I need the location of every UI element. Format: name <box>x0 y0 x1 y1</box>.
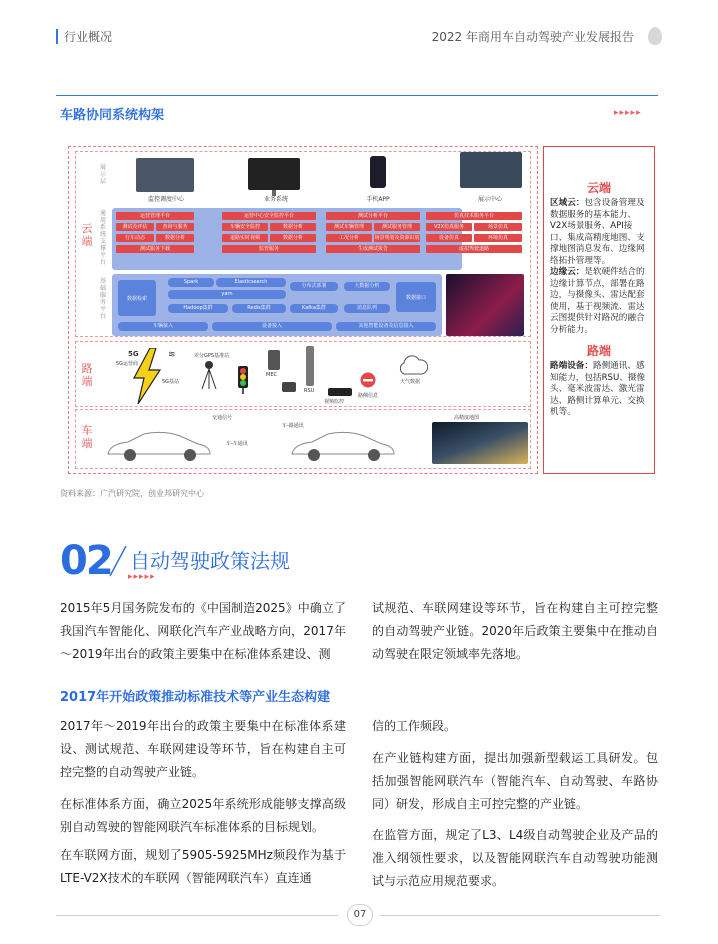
no-entry-icon <box>360 372 376 388</box>
panel-region-cloud-label: 区域云： <box>550 198 585 208</box>
road-zone-label: 路端 <box>81 362 93 388</box>
intro-right: 试规范、车联网建设等环节，旨在构建自主可控完整的自动驾驶产业链。2020年后政策主要集中在推动自动驾驶在限定领域率先落地。 <box>372 601 658 661</box>
slash-divider-icon <box>104 544 130 578</box>
footer-rule-right <box>380 915 660 916</box>
body-right-p2: 在产业链构建方面，提出加强新型载运工具研发。包括加强智能网联汽车（智能汽车、自动驾驶、车路协同）研发，形成自主可控完整的产业链。 <box>372 751 658 811</box>
vehicle-zone <box>75 409 531 469</box>
body-right-p3: 在监管方面，规定了L3、L4级自动驾驶企业及产品的准入纲领性要求，以及智能网联汽车自动驾驶功能测试与示范应用规范要求。 <box>372 828 658 888</box>
panel-edge-cloud-desc: 是软硬件结合的边缘计算节点，部署在路边，与摄像头、雷达配套使用，基于视频流、雷达云图提供针对路况的融合分析能力。 <box>550 267 645 335</box>
module-supervision: 监管服务 <box>222 245 316 253</box>
decorative-dots-icon: ▸▸▸▸▸ <box>128 572 156 582</box>
description-panel <box>543 146 655 474</box>
intro-left: 2015年5月国务院发布的《中国制造2025》中确立了我国汽车智能化、网联化汽车产业战略方向，2017年～2019年出台的政策主要集中在标准体系建设、测 <box>60 601 346 661</box>
module-report: 生成测试报告 <box>326 245 420 253</box>
module-safety-platform: 运营中心安全监控平台 <box>222 212 316 220</box>
cloud-zone <box>75 151 531 337</box>
terminal-label: 监控调度中心 <box>147 196 184 203</box>
module-test-analysis: 测试分析平台 <box>326 212 420 220</box>
cloud-weather-icon <box>398 354 428 376</box>
module-redis: Redis集群 <box>232 304 286 313</box>
car-icon <box>288 428 398 464</box>
panel-cloud-title: 云端 <box>586 181 611 195</box>
panel-cloud-text <box>550 198 648 267</box>
base-layer-label: 基础服务平台 <box>99 278 106 320</box>
module-data-search: 数据检索 <box>118 280 156 316</box>
header-divider <box>56 95 658 96</box>
module-scene-sim: 场景仿真 <box>474 223 522 231</box>
module-bigdata: 大数据分析 <box>344 282 390 291</box>
video-label: 视频监控 <box>324 399 345 405</box>
road-zone <box>75 341 531 407</box>
hd-map-label: 高精度地图 <box>454 415 480 421</box>
bar-vehicle-access: 车辆接入 <box>118 322 208 331</box>
module-download: 测试服务下载 <box>116 245 194 253</box>
module-test-vehicles: 测试车辆管理 <box>326 223 372 231</box>
terminal-label: 手机APP <box>366 196 390 203</box>
panel-edge-text <box>550 267 648 336</box>
5g-label: 5G <box>128 350 139 358</box>
header-section-label: 行业概况 <box>64 30 113 44</box>
tower-icon: ≋ <box>168 350 176 360</box>
traffic-light-icon <box>236 366 250 394</box>
video-monitor-icon <box>328 388 352 396</box>
module-distributed: 分布式部署 <box>290 282 338 291</box>
terminal-label: 业务系统 <box>263 196 288 203</box>
module-data-interface: 数据接口 <box>396 282 436 312</box>
monitoring-center-image <box>136 158 194 192</box>
module-virtual-road: 虚拟驾驶道路 <box>426 245 522 253</box>
v2v-label: 车-车通讯 <box>226 441 248 447</box>
module-driving: 行车动态 <box>116 234 154 242</box>
body-right-p1: 信的工作频段。 <box>372 719 457 733</box>
v2r-label: 车-路通讯 <box>282 423 304 429</box>
module-data-analysis: 数据分析 <box>270 234 316 242</box>
phone-icon <box>370 156 386 188</box>
module-kafka: Kafka集群 <box>290 304 338 313</box>
body-left-p3: 在车联网方面，规划了5905-5925MHz频段作为基于LTE-V2X技术的车联网（智能网联汽车）直连通 <box>60 848 346 885</box>
module-v2x-sim: V2X仿真服务 <box>426 223 472 231</box>
module-sim-platform: 仿真技术服务平台 <box>426 212 522 220</box>
car-icon <box>104 428 214 464</box>
panel-road-device-label: 路端设备： <box>550 361 593 371</box>
operator-label: 5G运营商 <box>116 361 139 367</box>
road-info-label: 路侧信息 <box>358 393 379 399</box>
mec-label: MEC <box>266 372 277 378</box>
mec-device-icon <box>268 350 280 370</box>
module-data-analysis: 数据分析 <box>270 223 316 231</box>
module-road-video: 道路实时视频 <box>222 234 268 242</box>
panel-road-device-desc: 路侧通讯、感知能力，包括RSU、摄像头、毫米波雷达、激光雷达、路侧计算单元、交换机等。 <box>550 361 646 417</box>
base-station-label: 5G基站 <box>162 379 180 385</box>
module-condition: 工况分析 <box>326 234 372 242</box>
module-yarn: yarn <box>168 290 286 299</box>
header-report-title: 2022 年商用车自动驾驶产业发展报告 <box>431 30 634 44</box>
section-title: 自动驾驶政策法规 <box>130 549 290 573</box>
data-center-image <box>446 274 524 336</box>
subsection-title: 2017年开始政策推动标准技术等产业生态构建 <box>60 690 331 705</box>
platform-layer-label: 通用系统支撑平台 <box>99 210 106 266</box>
hd-map-image <box>432 422 528 464</box>
module-query: 查询与服务 <box>156 223 194 231</box>
gps-label: 差分GPS基准站 <box>194 353 230 359</box>
module-analysis: 数据分析 <box>156 234 194 242</box>
module-env-sim: 环境仿真 <box>474 234 522 242</box>
module-queue: 消息队列 <box>344 304 390 313</box>
panel-region-cloud-desc: 包含设备管理及数据服务的基本能力、V2X场景服务、API接口、集成高精度地图、支撑地图消息发布、边缘网络拓扑管理等。 <box>550 198 645 266</box>
panel-edge-cloud-label: 边缘云： <box>550 267 585 277</box>
module-test-service: 测试服务管理 <box>374 223 420 231</box>
lightning-icon <box>130 348 164 404</box>
section-number: 02 <box>60 538 112 584</box>
module-device-sim: 设备仿真 <box>426 234 472 242</box>
figure-source: 资料来源：广汽研究院，创业邦研究中心 <box>60 489 204 498</box>
footer-rule-left <box>56 915 338 916</box>
module-ops-platform: 运营管理平台 <box>116 212 194 220</box>
body-left-p1: 2017年～2019年出台的政策主要集中在标准体系建设、测试规范、车联网建设等环节，旨在构建自主可控完整的自动驾驶产业链。 <box>60 719 346 779</box>
weather-label: 天气数据 <box>400 379 421 385</box>
bar-device-access: 设备接入 <box>212 322 332 331</box>
module-hadoop: Hadoop集群 <box>168 304 228 313</box>
camera-icon <box>282 382 296 392</box>
bar-other-access: 其他智能设备及信息接入 <box>336 322 436 331</box>
rsu-label: RSU <box>304 388 315 394</box>
bulb-icon <box>648 27 662 45</box>
monitor-icon <box>248 158 300 190</box>
module-elasticsearch: Elasticsearch <box>216 278 286 287</box>
traffic-signal-label: 交通信号 <box>212 415 233 421</box>
module-test-eval: 测试及评估 <box>116 223 154 231</box>
architecture-diagram <box>68 146 538 474</box>
panel-road-title: 路端 <box>586 344 611 358</box>
cloud-zone-label: 云端 <box>81 222 93 248</box>
module-vehicle-monitor: 车辆安全监控 <box>222 223 268 231</box>
module-scene-plan: 场景规划及资源识别 <box>374 235 420 241</box>
panel-road-text <box>550 361 648 419</box>
decorative-dots-icon: ▸▸▸▸▸ <box>614 108 642 118</box>
page-number: 07 <box>347 904 373 926</box>
exhibition-center-image <box>460 152 522 188</box>
vehicle-zone-label: 车端 <box>81 424 93 450</box>
body-left-p2: 在标准体系方面，确立2025年系统形成能够支撑高级别自动驾驶的智能网联汽车标准体系的目标规划。 <box>60 797 346 834</box>
figure-title: 车路协同系统构架 <box>60 108 165 123</box>
terminal-label: 展示中心 <box>477 196 502 203</box>
display-layer-label: 展示层 <box>99 164 106 185</box>
gps-tripod-icon <box>200 360 218 390</box>
rsu-pole-icon <box>306 346 314 386</box>
header-accent-bar <box>56 29 58 44</box>
module-spark: Spark <box>168 278 214 287</box>
